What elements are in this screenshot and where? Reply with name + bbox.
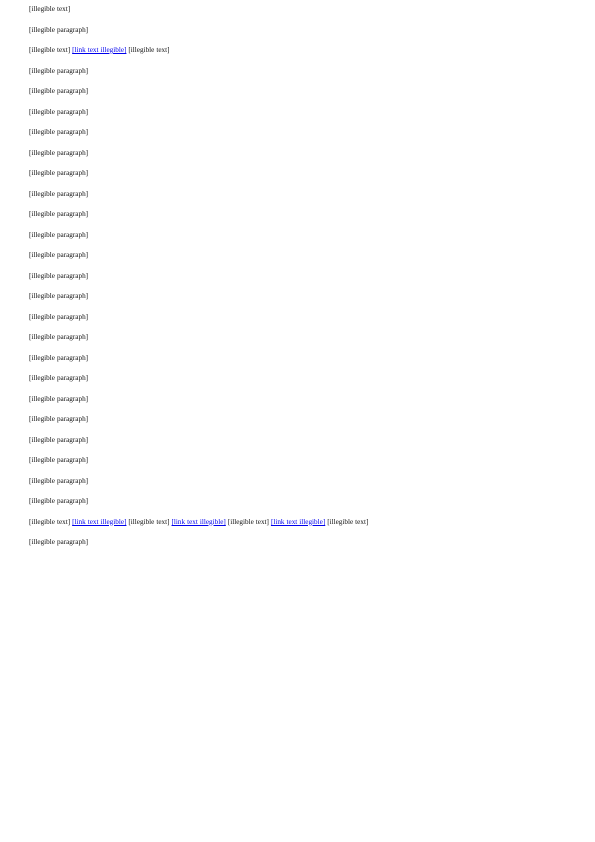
paragraph: [29, 250, 566, 260]
paragraph: [29, 435, 566, 445]
paragraph: [29, 230, 566, 240]
paragraph-text: [illegible text]: [126, 517, 172, 526]
paragraph-text: [illegible paragraph]: [29, 456, 89, 464]
paragraph: [29, 189, 566, 199]
paragraph-text: [illegible paragraph]: [29, 394, 89, 403]
paragraph-text: [illegible paragraph]: [29, 210, 89, 218]
document-link[interactable]: [link text illegible]: [72, 46, 127, 54]
paragraph-text: [illegible paragraph]: [29, 128, 89, 136]
paragraph-text: [illegible paragraph]: [29, 230, 89, 239]
paragraph: [29, 127, 566, 137]
paragraph: [29, 25, 566, 35]
paragraph-text: [illegible paragraph]: [29, 189, 89, 198]
paragraph-text: [illegible paragraph]: [29, 107, 89, 116]
paragraph-text: [illegible text]: [29, 517, 73, 526]
paragraph: [29, 107, 566, 117]
paragraph: [29, 86, 566, 96]
paragraph: [29, 168, 566, 178]
paragraph: [29, 455, 566, 465]
paragraph-text: [illegible paragraph]: [29, 169, 89, 177]
paragraph-text: [illegible paragraph]: [29, 25, 89, 34]
document-link[interactable]: [link text illegible]: [171, 517, 226, 526]
document-link[interactable]: [link text illegible]: [270, 517, 326, 526]
paragraph-text: [illegible text]: [325, 517, 369, 526]
paragraph: [29, 476, 566, 486]
paragraph: [29, 394, 566, 404]
paragraph: [29, 353, 566, 363]
document-link[interactable]: [link text illegible]: [72, 517, 127, 526]
paragraph: [29, 4, 566, 14]
paragraph-text: [illegible paragraph]: [29, 353, 89, 362]
paragraph-text: [illegible text]: [126, 46, 170, 54]
paragraph-text: [illegible paragraph]: [29, 312, 89, 321]
paragraph: [29, 312, 566, 322]
paragraph: [29, 271, 566, 281]
paragraph-text: [illegible text]: [29, 46, 73, 54]
paragraph: [29, 537, 566, 547]
paragraph: [29, 332, 566, 342]
paragraph: [29, 148, 566, 158]
paragraph-text: [illegible paragraph]: [29, 374, 89, 382]
paragraph: [29, 414, 566, 424]
paragraph-text: [illegible paragraph]: [29, 333, 89, 341]
paragraph-text: [illegible paragraph]: [29, 415, 89, 423]
paragraph: [29, 45, 566, 55]
paragraph-text: [illegible text]: [29, 5, 71, 13]
paragraph-text: [illegible paragraph]: [29, 538, 89, 546]
paragraph-text: [illegible paragraph]: [29, 148, 89, 157]
paragraph: [29, 496, 566, 506]
paragraph-text: [illegible paragraph]: [29, 476, 89, 485]
paragraph-text: [illegible paragraph]: [29, 292, 89, 300]
paragraph-text: [illegible paragraph]: [29, 271, 89, 280]
paragraph-text: [illegible paragraph]: [29, 66, 89, 75]
paragraph: [29, 209, 566, 219]
paragraph: [29, 373, 566, 383]
paragraph: [29, 517, 566, 527]
paragraph-text: [illegible paragraph]: [29, 435, 89, 444]
document-page: [29, 4, 566, 558]
paragraph-text: [illegible paragraph]: [29, 251, 89, 259]
paragraph-text: [illegible paragraph]: [29, 497, 89, 505]
paragraph: [29, 66, 566, 76]
paragraph-text: [illegible text]: [225, 517, 271, 526]
paragraph-text: [illegible paragraph]: [29, 87, 89, 95]
paragraph: [29, 291, 566, 301]
